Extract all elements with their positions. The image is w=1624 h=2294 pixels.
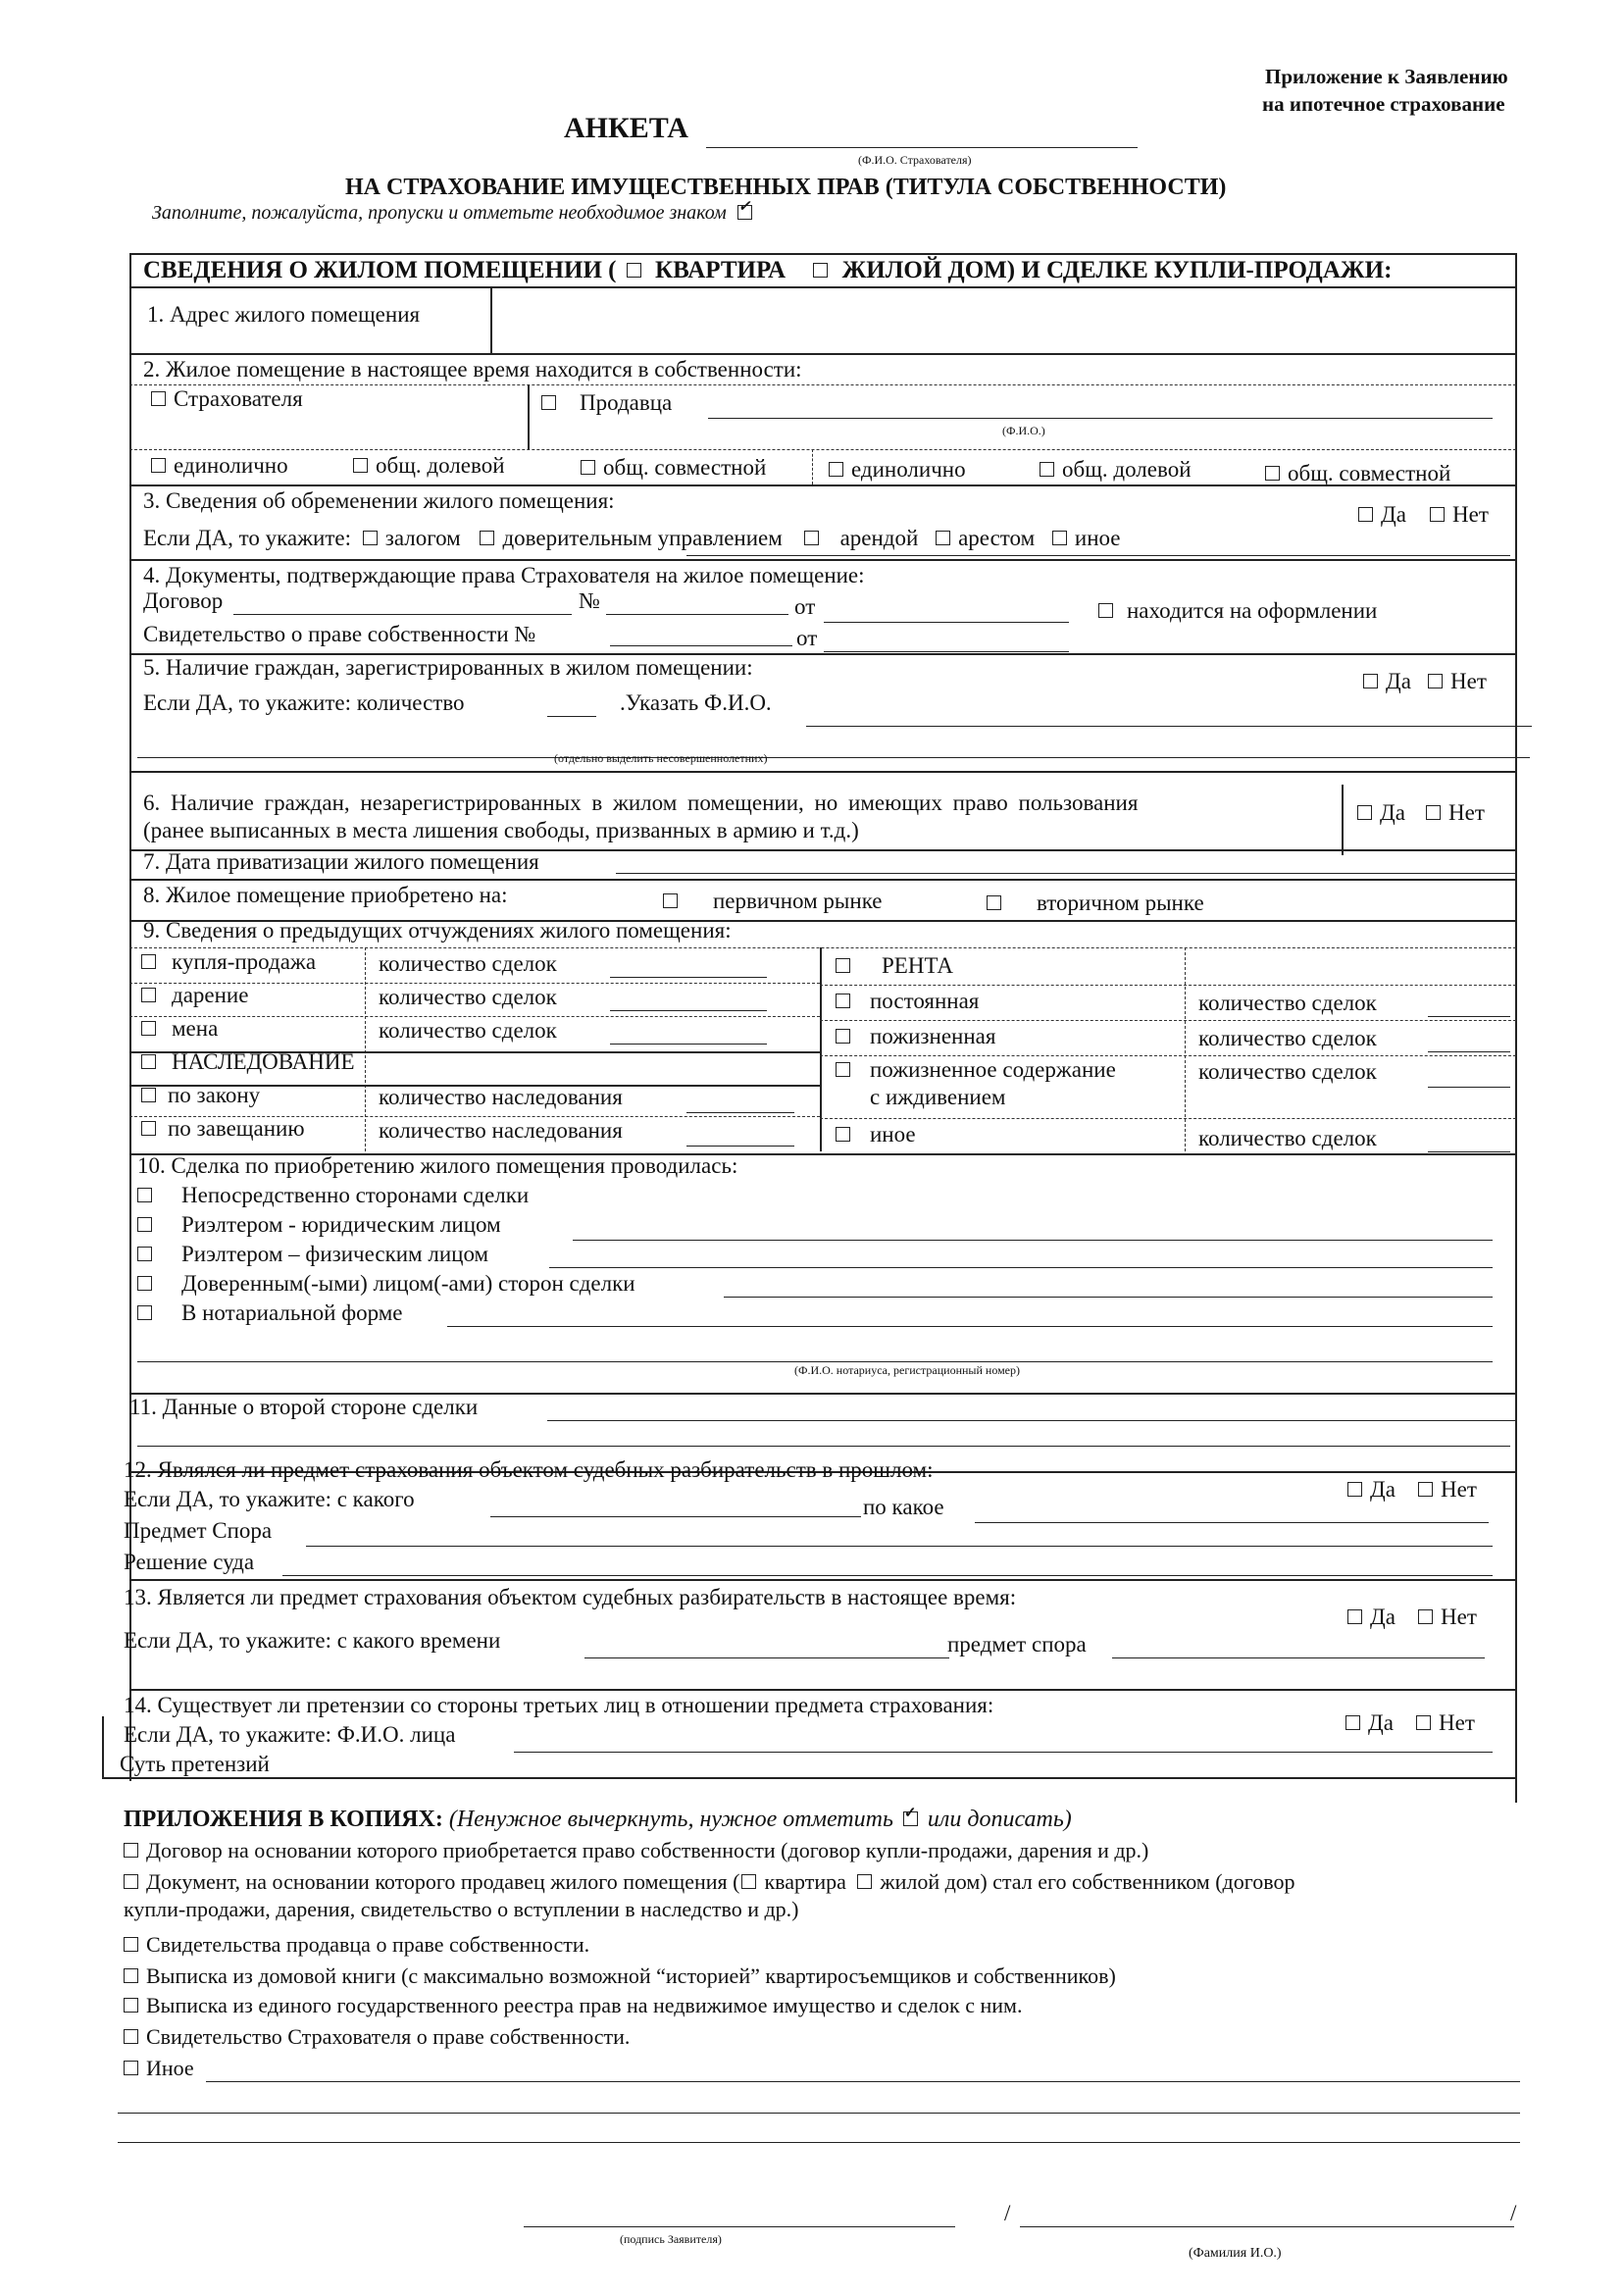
- q14-essence-label: Суть претензий: [120, 1752, 270, 1776]
- lifelong-care-count-label: количество сделок: [1198, 1059, 1377, 1084]
- seller-label: Продавца: [580, 390, 673, 415]
- inheritance-label: НАСЛЕДОВАНИЕ: [172, 1049, 355, 1074]
- q9-col-b: [1185, 947, 1186, 1151]
- lifelong-care-count-field[interactable]: [1428, 1087, 1510, 1088]
- insured-label: Страхователя: [174, 386, 303, 411]
- q12-bottom: [129, 1579, 1516, 1581]
- q1-label: 1. Адрес жилого помещения: [147, 302, 421, 327]
- q5-no[interactable]: [1428, 669, 1487, 694]
- no-checkbox[interactable]: [1430, 507, 1445, 522]
- attachments-heading: [124, 1807, 1072, 1833]
- q2-insured-option[interactable]: [151, 386, 303, 412]
- option-label: единолично: [174, 453, 288, 478]
- q5-bottom: [129, 771, 1516, 773]
- lifelong-count-field[interactable]: [1428, 1051, 1510, 1052]
- by-will-option[interactable]: [141, 1116, 305, 1142]
- inheritance-option[interactable]: [141, 1049, 355, 1075]
- attachment-label: Свидетельство Страхователя о праве собственности.: [146, 2024, 631, 2049]
- secondary-market-label: вторичном рынке: [1037, 891, 1204, 915]
- lifelong-care-option[interactable]: [836, 1057, 1116, 1083]
- yes-label: Да: [1386, 669, 1411, 693]
- insured-checkbox[interactable]: [151, 391, 166, 406]
- option-label: общ. долевой: [376, 453, 505, 478]
- q5-count-field[interactable]: [547, 716, 596, 717]
- exchange-label: мена: [172, 1016, 219, 1041]
- gift-count-label: количество сделок: [379, 985, 557, 1009]
- no-checkbox[interactable]: [1428, 674, 1443, 688]
- name-caption: (Фамилия И.О.): [1189, 2246, 1282, 2261]
- apartment-checkbox[interactable]: [741, 1874, 756, 1889]
- no-label: Нет: [1448, 800, 1485, 825]
- inheritance-checkbox[interactable]: [141, 1054, 156, 1069]
- no-checkbox[interactable]: [1418, 1609, 1433, 1624]
- q10-field-3[interactable]: [549, 1267, 1493, 1268]
- checkbox[interactable]: [829, 462, 843, 477]
- seller-name-caption: (Ф.И.О.): [1002, 424, 1045, 437]
- in-process-option[interactable]: [1098, 598, 1377, 624]
- lease-checkbox[interactable]: [804, 531, 819, 545]
- q3-label: 3. Сведения об обременении жилого помещения:: [143, 488, 615, 513]
- checkbox[interactable]: [1265, 466, 1280, 481]
- contract-number-label: №: [579, 588, 600, 613]
- attachment-item-2[interactable]: [124, 1869, 1294, 1895]
- option-label: единолично: [851, 457, 966, 482]
- instruction-text: [152, 202, 760, 225]
- no-checkbox[interactable]: [1426, 805, 1441, 820]
- q5-caption: (отдельно выделить несовершеннолетних): [554, 751, 768, 765]
- q12-until-label: по какое: [863, 1495, 944, 1519]
- q10-option-1[interactable]: [137, 1183, 529, 1208]
- checkbox[interactable]: [124, 1968, 138, 1983]
- q2-insured-sole[interactable]: [151, 453, 288, 479]
- yes-checkbox[interactable]: [1347, 1609, 1362, 1624]
- form-subtitle: НА СТРАХОВАНИЕ ИМУЩЕСТВЕННЫХ ПРАВ (ТИТУЛА СОБСТВЕННОСТИ): [345, 175, 1227, 200]
- q14-person-field[interactable]: [514, 1752, 1493, 1753]
- yes-label: Да: [1368, 1710, 1394, 1735]
- q12-until-field[interactable]: [975, 1522, 1489, 1523]
- yes-checkbox[interactable]: [1345, 1715, 1360, 1730]
- seller-checkbox[interactable]: [541, 395, 556, 410]
- attachment-item-5[interactable]: [124, 1993, 1022, 2018]
- q10-field-5[interactable]: [447, 1326, 1493, 1327]
- checkbox[interactable]: [124, 1937, 138, 1952]
- trust-checkbox[interactable]: [480, 531, 494, 545]
- q12-subject-label: Предмет Спора: [124, 1518, 273, 1543]
- primary-market-label: первичном рынке: [713, 889, 883, 913]
- q6-line2: (ранее выписанных в места лишения свободы, призванных в армию и т.д.): [143, 818, 859, 842]
- exchange-option[interactable]: [141, 1016, 218, 1042]
- other-attachment-field[interactable]: [206, 2081, 1520, 2082]
- gift-option[interactable]: [141, 983, 248, 1008]
- q13-subject-label: предмет спора: [947, 1632, 1087, 1657]
- checkbox[interactable]: [151, 458, 166, 473]
- certificate-date-label: от: [796, 626, 818, 650]
- yes-label: Да: [1370, 1605, 1396, 1629]
- signature-slash-left: /: [1004, 2201, 1011, 2225]
- no-checkbox[interactable]: [1416, 1715, 1431, 1730]
- sale-label: купля-продажа: [172, 949, 317, 974]
- contract-date-label: от: [794, 594, 816, 619]
- contract-date-field[interactable]: [824, 622, 1069, 623]
- checked-box-icon: [737, 205, 752, 220]
- signature-caption: (подпись Заявителя): [620, 2232, 722, 2246]
- gift-checkbox[interactable]: [141, 988, 156, 1002]
- attachments-title: ПРИЛОЖЕНИЯ В КОПИЯХ:: [124, 1807, 443, 1832]
- permanent-option[interactable]: [836, 989, 979, 1014]
- option-label: общ. совместной: [1288, 461, 1451, 485]
- lifelong-care-label-2: с иждивением: [870, 1085, 1006, 1109]
- yes-checkbox[interactable]: [1363, 674, 1378, 688]
- q2-separator-2: [129, 449, 1516, 450]
- by-law-option[interactable]: [141, 1083, 260, 1108]
- q7-label: 7. Дата приватизации жилого помещения: [143, 849, 539, 874]
- checkbox[interactable]: [137, 1305, 152, 1320]
- no-label: Нет: [1450, 669, 1487, 693]
- instruction-label: Заполните, пожалуйста, пропуски и отметьте необходимое знаком: [152, 202, 727, 224]
- q2-mid-divider: [528, 384, 530, 449]
- attachment-item-6[interactable]: [124, 2024, 630, 2050]
- checkbox[interactable]: [353, 458, 368, 473]
- q11-field[interactable]: [547, 1420, 1516, 1421]
- q2-seller-shared[interactable]: [1040, 457, 1192, 483]
- appendix-note-line1: Приложение к Заявлению: [1265, 65, 1508, 88]
- q14-essence-field[interactable]: [304, 1777, 1493, 1778]
- checkbox[interactable]: [124, 1843, 138, 1858]
- rent-other-label: иное: [870, 1122, 916, 1147]
- lifelong-care-checkbox[interactable]: [836, 1062, 850, 1077]
- section-heading-a: СВЕДЕНИЯ О ЖИЛОМ ПОМЕЩЕНИИ (: [143, 257, 617, 283]
- checkbox[interactable]: [124, 1874, 138, 1889]
- q12-decision-field[interactable]: [282, 1575, 1493, 1576]
- by-will-count-field[interactable]: [686, 1146, 794, 1147]
- option-label: общ. совместной: [603, 455, 767, 480]
- by-will-label: по завещанию: [168, 1116, 305, 1141]
- q6-divider: [1342, 785, 1344, 855]
- lifelong-checkbox[interactable]: [836, 1029, 850, 1044]
- q2-label: 2. Жилое помещение в настоящее время находится в собственности:: [143, 357, 802, 382]
- yes-checkbox[interactable]: [1358, 507, 1373, 522]
- q13-no[interactable]: [1418, 1605, 1477, 1630]
- no-label: Нет: [1441, 1605, 1477, 1629]
- attachment-label-b: квартира: [764, 1869, 846, 1894]
- exchange-checkbox[interactable]: [141, 1021, 156, 1036]
- attachment-label-a: Документ, на основании которого продавец жилого помещения (: [146, 1869, 740, 1894]
- rent-checkbox[interactable]: [836, 958, 850, 973]
- q5-name-label: .Указать Ф.И.О.: [620, 690, 772, 715]
- by-law-checkbox[interactable]: [141, 1088, 156, 1102]
- q2-seller-joint[interactable]: [1265, 461, 1450, 486]
- by-will-count-label: количество наследования: [379, 1118, 623, 1143]
- checkbox[interactable]: [1040, 462, 1054, 477]
- yes-checkbox[interactable]: [1347, 1482, 1362, 1497]
- contract-field[interactable]: [233, 614, 572, 615]
- rent-other-checkbox[interactable]: [836, 1127, 850, 1142]
- q2-insured-joint[interactable]: [581, 455, 766, 481]
- q5-label: 5. Наличие граждан, зарегистрированных в жилом помещении:: [143, 655, 753, 680]
- insured-name-caption: (Ф.И.О. Страхователя): [858, 153, 972, 167]
- sale-checkbox[interactable]: [141, 954, 156, 969]
- attachment-item-7[interactable]: [124, 2056, 194, 2081]
- q13-since-label: Если ДА, то укажите: с какого времени: [124, 1628, 501, 1653]
- q10-option-3[interactable]: [137, 1242, 488, 1267]
- q12-no[interactable]: [1418, 1477, 1477, 1503]
- q2-seller-option[interactable]: [541, 390, 672, 416]
- other-attachment-field-2[interactable]: [118, 2113, 1520, 2114]
- q11-field-2[interactable]: [137, 1446, 1510, 1447]
- q5-name-field-2[interactable]: [137, 757, 1530, 758]
- arrest-checkbox[interactable]: [936, 531, 950, 545]
- q9-r-row-2: [820, 985, 1516, 986]
- q9-label: 9. Сведения о предыдущих отчуждениях жилого помещения:: [143, 918, 732, 943]
- q12-since-label: Если ДА, то укажите: с какого: [124, 1487, 415, 1511]
- q10-field-2[interactable]: [573, 1240, 1493, 1241]
- q14-label: 14. Существует ли претензии со стороны третьих лиц в отношении предмета страхования:: [124, 1693, 994, 1717]
- gift-count-field[interactable]: [610, 1010, 767, 1011]
- q13-since-field[interactable]: [584, 1657, 949, 1658]
- contract-label: Договор: [143, 588, 224, 613]
- permanent-checkbox[interactable]: [836, 994, 850, 1008]
- signature-slash-right: /: [1510, 2201, 1517, 2225]
- q12-decision-label: Решение суда: [124, 1550, 255, 1574]
- q6-no[interactable]: [1426, 800, 1485, 826]
- checkbox[interactable]: [137, 1217, 152, 1232]
- option-label: В нотариальной форме: [181, 1300, 403, 1325]
- q9-col-a: [365, 947, 366, 1151]
- q7-field[interactable]: [616, 873, 1516, 874]
- q5-count-label: Если ДА, то укажите: количество: [143, 690, 465, 715]
- trust-label: доверительным управлением: [502, 526, 783, 550]
- in-process-checkbox[interactable]: [1098, 603, 1113, 618]
- section-heading-b: КВАРТИРА: [654, 257, 787, 283]
- sale-count-field[interactable]: [610, 977, 767, 978]
- q12-since-field[interactable]: [490, 1516, 861, 1517]
- no-checkbox[interactable]: [1418, 1482, 1433, 1497]
- insured-name-line[interactable]: [706, 147, 1138, 148]
- attachment-item-4[interactable]: [124, 1963, 1116, 1989]
- q13-subject-field[interactable]: [1112, 1657, 1485, 1658]
- other-checkbox[interactable]: [1052, 531, 1067, 545]
- checkbox[interactable]: [124, 1998, 138, 2013]
- q9-r-row-4: [820, 1055, 1516, 1056]
- exchange-count-label: количество сделок: [379, 1018, 557, 1043]
- q7-bottom: [129, 879, 1516, 881]
- arrest-label: арестом: [958, 526, 1036, 550]
- primary-market-checkbox[interactable]: [663, 893, 678, 908]
- certificate-date-field[interactable]: [824, 651, 1069, 652]
- q10-caption: (Ф.И.О. нотариуса, регистрационный номер): [794, 1363, 1021, 1377]
- q10-option-4[interactable]: [137, 1271, 635, 1297]
- yes-checkbox[interactable]: [1357, 805, 1372, 820]
- q1-divider: [490, 286, 492, 353]
- gift-label: дарение: [172, 983, 249, 1007]
- q4-label: 4. Документы, подтверждающие права Страхователя на жилое помещение:: [143, 563, 865, 587]
- seller-name-line[interactable]: [708, 418, 1493, 419]
- attachment-label: Свидетельства продавца о праве собственности.: [146, 1932, 590, 1957]
- rent-other-option[interactable]: [836, 1122, 916, 1147]
- q10-field-4[interactable]: [724, 1297, 1493, 1298]
- by-law-count-field[interactable]: [686, 1112, 794, 1113]
- exchange-count-field[interactable]: [610, 1044, 767, 1045]
- q3-no[interactable]: [1430, 502, 1489, 528]
- q10-label: 10. Сделка по приобретению жилого помещения проводилась:: [137, 1153, 738, 1178]
- q14-yes[interactable]: [1345, 1710, 1394, 1736]
- checkbox[interactable]: [137, 1247, 152, 1261]
- q11-label: 11. Данные о второй стороне сделки: [129, 1395, 479, 1419]
- option-label: Риэлтером - юридическим лицом: [181, 1212, 501, 1237]
- attachment-item-1[interactable]: [124, 1838, 1148, 1863]
- q12-label: 12. Являлся ли предмет страхования объектом судебных разбирательств в прошлом:: [124, 1457, 934, 1482]
- other-attachment-field-3[interactable]: [118, 2142, 1520, 2143]
- section-heading: [143, 257, 1392, 284]
- primary-market-option[interactable]: [663, 889, 883, 914]
- q2-insured-shared[interactable]: [353, 453, 505, 479]
- certificate-label: Свидетельство о праве собственности №: [143, 622, 536, 646]
- q2-bottom: [129, 484, 1516, 486]
- option-label: общ. долевой: [1062, 457, 1192, 482]
- contract-number-field[interactable]: [606, 614, 788, 615]
- no-label: Нет: [1452, 502, 1489, 527]
- q9-col-mid: [820, 947, 822, 1151]
- checkbox[interactable]: [124, 2029, 138, 2044]
- q14-person-label: Если ДА, то укажите: Ф.И.О. лица: [124, 1722, 456, 1747]
- signature-line[interactable]: [524, 2226, 955, 2227]
- q9-r-row-3: [820, 1020, 1516, 1021]
- q3-if-yes-label: Если ДА, то укажите:: [143, 526, 351, 550]
- rent-label: РЕНТА: [882, 953, 953, 978]
- section-heading-underline: [129, 286, 1516, 288]
- q12-yes[interactable]: [1347, 1477, 1396, 1503]
- permanent-label: постоянная: [870, 989, 980, 1013]
- q10-option-5[interactable]: [137, 1300, 403, 1326]
- by-law-label: по закону: [168, 1083, 261, 1107]
- attachment-item-3[interactable]: [124, 1932, 589, 1958]
- rent-option[interactable]: [836, 953, 953, 979]
- sale-count-label: количество сделок: [379, 951, 557, 976]
- by-law-count-label: количество наследования: [379, 1085, 623, 1109]
- checkbox[interactable]: [137, 1276, 152, 1291]
- q6-line1: 6. Наличие граждан, незарегистрированных в жилом помещении, но имеющих право пользования: [143, 790, 1139, 815]
- checkbox[interactable]: [124, 2061, 138, 2075]
- yes-label: Да: [1380, 800, 1405, 825]
- pledge-checkbox[interactable]: [363, 531, 378, 545]
- q10-option-2[interactable]: [137, 1212, 501, 1238]
- form-title: АНКЕТА: [564, 112, 688, 144]
- q13-yes[interactable]: [1347, 1605, 1396, 1630]
- q3-underline: [686, 555, 1510, 556]
- no-label: Нет: [1441, 1477, 1477, 1502]
- attachment-label: Иное: [146, 2056, 194, 2080]
- attachment-label-c: жилой дом) стал его собственником (договор: [880, 1869, 1295, 1894]
- name-line[interactable]: [1020, 2226, 1514, 2227]
- lifelong-label: пожизненная: [870, 1024, 996, 1048]
- yes-label: Да: [1381, 502, 1406, 527]
- q1-bottom: [129, 353, 1516, 355]
- q9-row-1-line: [129, 947, 1516, 948]
- q5-name-field[interactable]: [806, 726, 1532, 727]
- q14-no[interactable]: [1416, 1710, 1475, 1736]
- secondary-market-checkbox[interactable]: [987, 895, 1001, 910]
- q2-seller-sole[interactable]: [829, 457, 966, 483]
- q13-bottom: [129, 1689, 1516, 1691]
- house-checkbox[interactable]: [813, 263, 828, 278]
- attachment-label: Договор на основании которого приобретается право собственности (договор купли-продажи, дарения и др.): [146, 1838, 1149, 1862]
- house-checkbox[interactable]: [857, 1874, 872, 1889]
- lifelong-option[interactable]: [836, 1024, 995, 1049]
- by-will-checkbox[interactable]: [141, 1121, 156, 1136]
- q8-label: 8. Жилое помещение приобретено на:: [143, 883, 508, 907]
- q5-yes[interactable]: [1363, 669, 1411, 694]
- attachment-label: Выписка из единого государственного реестра прав на недвижимое имущество и сделок с ним.: [146, 1993, 1023, 2017]
- q9-r-row-5: [820, 1118, 1516, 1119]
- q3-bottom: [129, 559, 1516, 561]
- q3-if-yes: [143, 526, 1121, 551]
- q12-subject-field[interactable]: [306, 1546, 1493, 1547]
- no-label: Нет: [1439, 1710, 1475, 1735]
- q13-label: 13. Является ли предмет страхования объектом судебных разбирательств в настоящее время:: [124, 1585, 1017, 1609]
- in-process-label: находится на оформлении: [1127, 598, 1378, 623]
- attachment-label: Выписка из домовой книги (с максимально возможной “историей” квартиросъемщиков и собственников): [146, 1963, 1116, 1988]
- rent-other-count-field[interactable]: [1428, 1151, 1510, 1152]
- sale-option[interactable]: [141, 949, 316, 975]
- lease-label: арендой: [839, 526, 919, 550]
- attachments-note-b: или дописать): [927, 1807, 1072, 1832]
- certificate-number-field[interactable]: [610, 645, 792, 646]
- permanent-count-label: количество сделок: [1198, 991, 1377, 1015]
- option-label: Риэлтером – физическим лицом: [181, 1242, 489, 1266]
- secondary-market-option[interactable]: [987, 891, 1204, 916]
- apartment-checkbox[interactable]: [627, 263, 641, 278]
- appendix-note-line2: на ипотечное страхование: [1262, 92, 1505, 116]
- q2-separator: [129, 384, 1516, 385]
- frame-left-bottom: [102, 1716, 104, 1777]
- q10-field-6[interactable]: [137, 1361, 1493, 1362]
- q2-opts-divider: [812, 449, 813, 484]
- checkbox[interactable]: [581, 460, 595, 475]
- checkbox[interactable]: [137, 1188, 152, 1202]
- section-heading-c: ЖИЛОЙ ДОМ) И СДЕЛКЕ КУПЛИ-ПРОДАЖИ:: [841, 257, 1393, 283]
- q6-yes[interactable]: [1357, 800, 1405, 826]
- rent-other-count-label: количество сделок: [1198, 1126, 1377, 1150]
- frame-top: [129, 253, 1516, 255]
- pledge-label: залогом: [384, 526, 461, 550]
- lifelong-care-label-1: пожизненное содержание: [870, 1057, 1116, 1082]
- address-field[interactable]: [495, 290, 1510, 349]
- permanent-count-field[interactable]: [1428, 1016, 1510, 1017]
- yes-label: Да: [1370, 1477, 1396, 1502]
- q3-yes[interactable]: [1358, 502, 1406, 528]
- q9-l-row-3: [129, 1016, 820, 1017]
- attachments-note-a: (Ненужное вычеркнуть, нужное отметить: [448, 1807, 893, 1832]
- option-label: Непосредственно сторонами сделки: [181, 1183, 530, 1207]
- option-label: Доверенным(-ыми) лицом(-ами) сторон сделки: [181, 1271, 635, 1296]
- checked-box-icon: [903, 1811, 918, 1826]
- attachment-item-2-cont: купли-продажи, дарения, свидетельство о вступлении в наследство и др.): [124, 1897, 799, 1921]
- lifelong-count-label: количество сделок: [1198, 1026, 1377, 1050]
- other-label: иное: [1074, 526, 1121, 550]
